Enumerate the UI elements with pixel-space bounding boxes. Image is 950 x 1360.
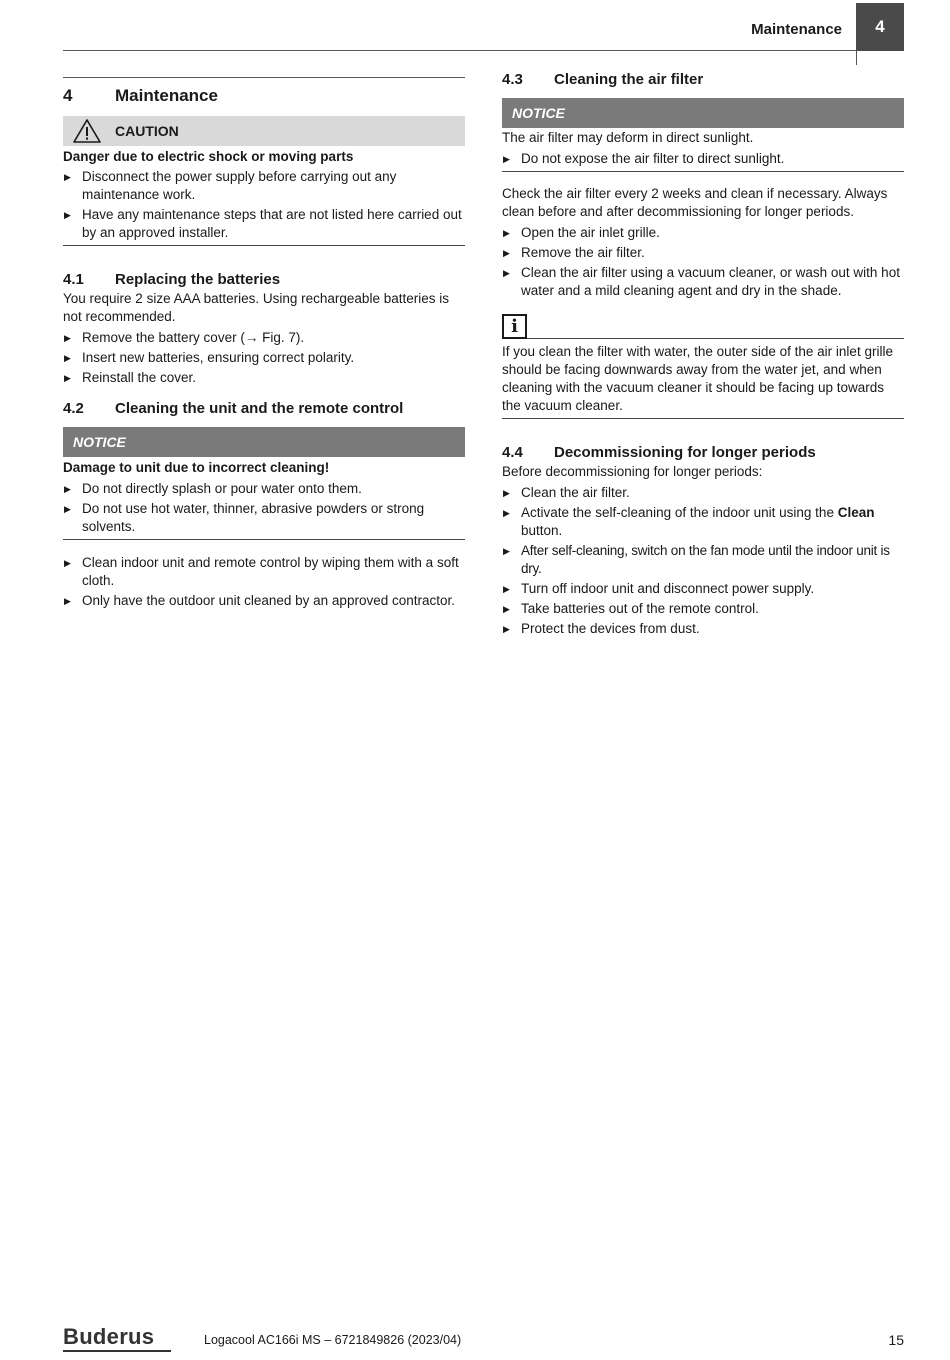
right-column xyxy=(502,70,904,638)
list-item: ▶ Clean the air filter using a vacuum cleaner, or wash out with hot water and a mild cleaning agent and dry in the shade. xyxy=(502,264,904,300)
notice-block xyxy=(502,129,904,172)
caution-banner xyxy=(63,116,465,146)
notice-banner: NOTICE xyxy=(63,427,465,457)
buderus-logo: Buderus xyxy=(63,1324,155,1349)
header-rule xyxy=(63,50,856,51)
list-item xyxy=(502,504,904,540)
section-number: 4.3 xyxy=(502,71,523,88)
paragraph: Check the air filter every 2 weeks and clean if necessary. Always clean before and after decommissioning for longer periods. xyxy=(502,186,888,219)
notice-text: The air filter may deform in direct sunlight. xyxy=(502,130,754,145)
list-item-text: button. xyxy=(521,523,563,538)
info-icon xyxy=(502,314,527,339)
running-header-title: Maintenance xyxy=(751,21,842,38)
section-title: Decommissioning for longer periods xyxy=(554,444,816,461)
section-4-1-heading xyxy=(63,270,465,290)
steps-list xyxy=(63,329,465,387)
section-4-3-heading xyxy=(502,70,904,90)
paragraph: You require 2 size AAA batteries. Using rechargeable batteries is not recommended. xyxy=(63,291,449,324)
list-item: ▶ Remove the battery cover (→ Fig. 7). xyxy=(63,329,465,347)
list-item: ▶ Only have the outdoor unit cleaned by an approved contractor. xyxy=(63,592,465,610)
page-number: 15 xyxy=(888,1332,904,1348)
document-reference: Logacool AC166i MS – 6721849826 (2023/04) xyxy=(204,1333,462,1347)
steps-list xyxy=(502,224,904,300)
list-item: ▶ Protect the devices from dust. xyxy=(502,620,904,638)
danger-heading: Danger due to electric shock or moving parts xyxy=(63,149,354,164)
chapter-tab xyxy=(856,3,904,51)
caution-label: CAUTION xyxy=(115,123,179,139)
section-number: 4.2 xyxy=(63,400,84,417)
section-number: 4 xyxy=(63,86,73,105)
list-item: ▶ Open the air inlet grille. xyxy=(502,224,904,242)
section-number: 4.1 xyxy=(63,271,84,288)
section-number: 4.4 xyxy=(502,444,523,461)
list-item: ▶ Have any maintenance steps that are not listed here carried out by an approved installer. xyxy=(63,206,465,242)
list-item: ▶ Clean the air filter. xyxy=(502,484,904,502)
warning-triangle-icon xyxy=(72,118,102,144)
list-item: ▶ Take batteries out of the remote control. xyxy=(502,600,904,618)
list-item: ▶ Do not directly splash or pour water onto them. xyxy=(63,480,465,498)
paragraph: Before decommissioning for longer periods: xyxy=(502,464,763,479)
list-item: ▶ Do not expose the air filter to direct sunlight. xyxy=(502,150,904,168)
info-glyph: i xyxy=(511,315,518,337)
section-title: Cleaning the air filter xyxy=(554,71,704,88)
notice-list xyxy=(502,150,904,168)
section-4-heading xyxy=(63,85,465,107)
list-item: ▶ Remove the air filter. xyxy=(502,244,904,262)
list-item: ▶ Turn off indoor unit and disconnect power supply. xyxy=(502,580,904,598)
header-tick xyxy=(856,51,857,65)
section-title: Cleaning the unit and the remote control xyxy=(115,400,404,417)
steps-list xyxy=(502,484,904,638)
list-item: ▶ After self-cleaning, switch on the fan mode until the indoor unit is dry. xyxy=(502,542,904,578)
caution-block xyxy=(63,148,465,246)
clean-button-label: Clean xyxy=(837,505,875,520)
notice-block xyxy=(63,459,465,540)
section-4-2-heading xyxy=(63,399,465,419)
damage-heading: Damage to unit due to incorrect cleaning! xyxy=(63,460,330,475)
notice-banner: NOTICE xyxy=(502,98,904,128)
steps-list xyxy=(63,554,465,610)
section-title: Maintenance xyxy=(115,86,218,105)
caution-list xyxy=(63,168,465,242)
info-rule xyxy=(527,338,904,339)
list-item: ▶ Disconnect the power supply before carrying out any maintenance work. xyxy=(63,168,465,204)
notice-list xyxy=(63,480,465,536)
list-item: ▶ Reinstall the cover. xyxy=(63,369,465,387)
section-title: Replacing the batteries xyxy=(115,271,281,288)
chapter-tab-number: 4 xyxy=(875,17,885,36)
list-item: ▶ Clean indoor unit and remote control by wiping them with a soft cloth. xyxy=(63,554,465,590)
left-column xyxy=(63,77,465,610)
list-item: ▶ Insert new batteries, ensuring correct polarity. xyxy=(63,349,465,367)
list-item: ▶ Do not use hot water, thinner, abrasive powders or strong solvents. xyxy=(63,500,465,536)
logo-underline xyxy=(63,1350,171,1352)
info-note-text: If you clean the filter with water, the outer side of the air inlet grille should be facing downwards away from the water jet, and when cleaning with the vacuum cleaner it should be facing up towards the vacuum cleaner. xyxy=(502,343,904,419)
info-note-header xyxy=(502,314,904,339)
list-item-text: Activate the self-cleaning of the indoor unit using the xyxy=(521,505,838,520)
section-4-4-heading xyxy=(502,443,904,463)
